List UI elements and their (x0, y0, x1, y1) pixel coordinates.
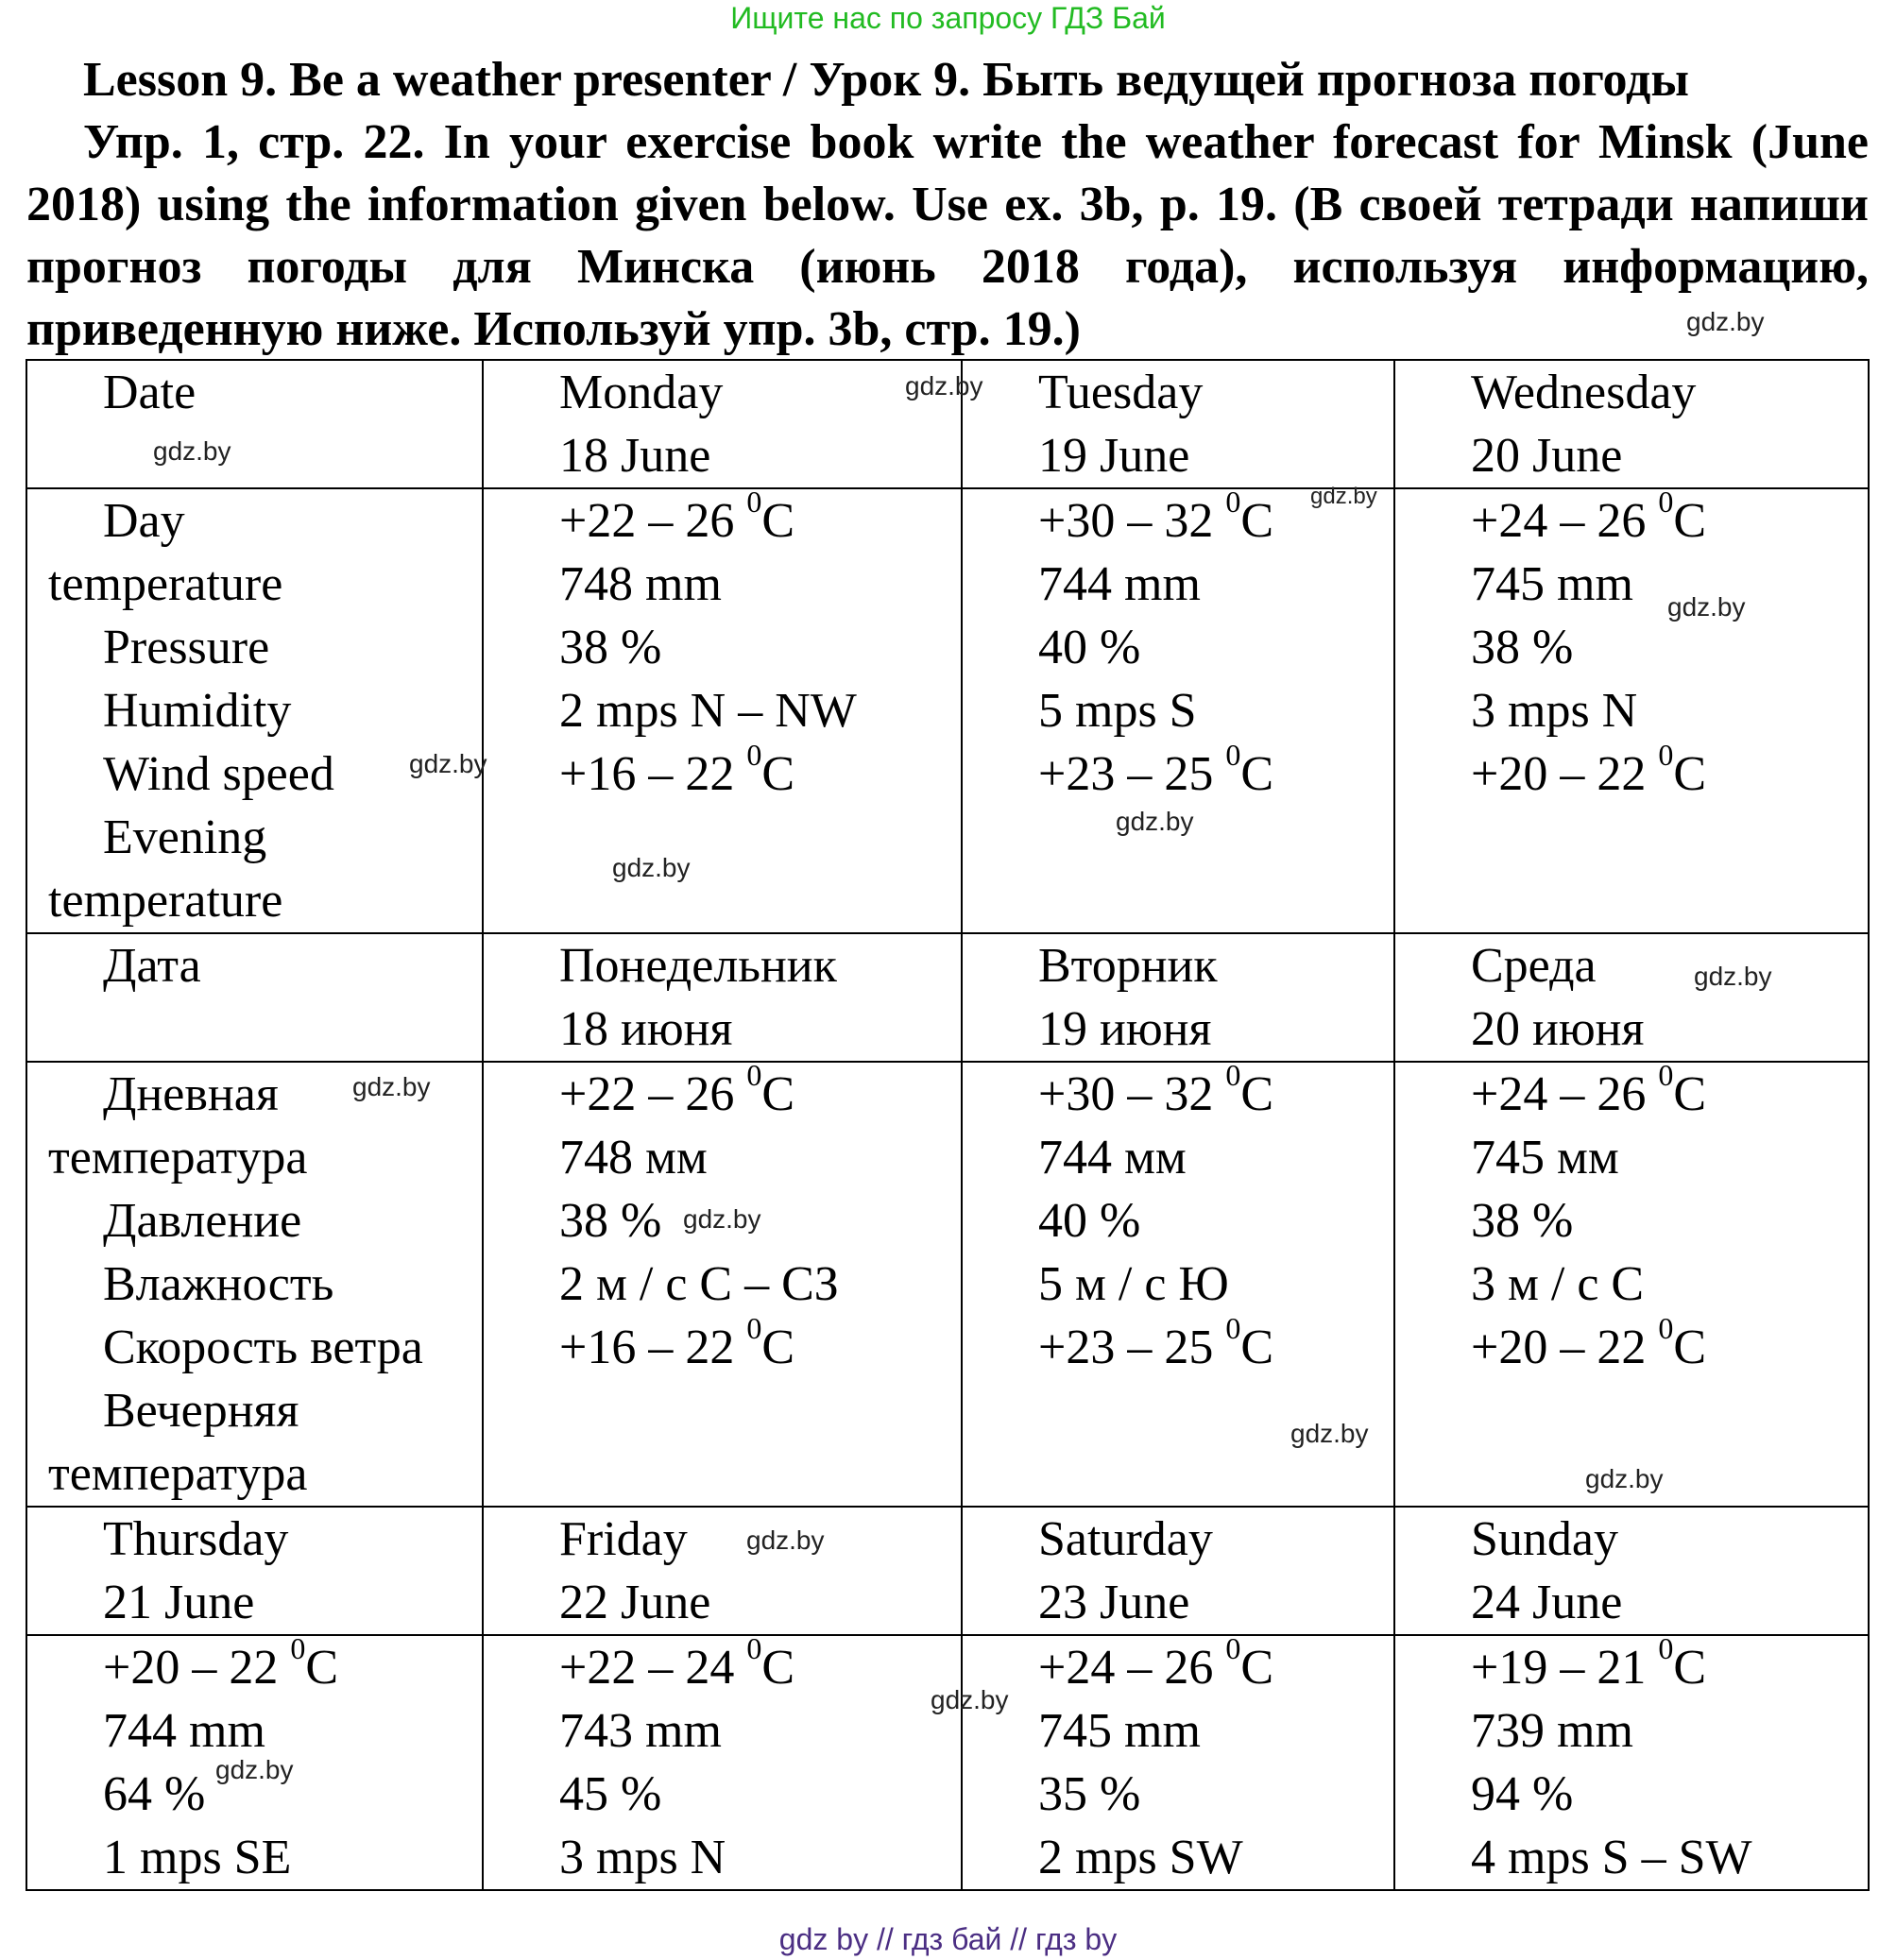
table-row (26, 1507, 1869, 1635)
watermark: gdz.by (1667, 592, 1746, 622)
row-label-cell (26, 933, 483, 1062)
watermark: gdz.by (931, 1685, 1009, 1714)
humidity-value: 64 % (103, 1767, 206, 1821)
day-name: Понедельник (559, 939, 837, 993)
pressure-value: 743 mm (559, 1704, 722, 1758)
label-line: Скорость ветра (103, 1321, 423, 1374)
wind-value: 3 mps N (1471, 684, 1638, 738)
humidity-value: 38 % (559, 1194, 662, 1248)
pressure-value: 744 мм (1038, 1131, 1187, 1185)
day-name: Saturday (1038, 1512, 1213, 1566)
wind-value: 2 м / с С – СЗ (559, 1257, 839, 1311)
evening-temperature: +23 – 25 $^0$C (1038, 1311, 1274, 1374)
day-cell (26, 1507, 483, 1635)
wind-value: 4 mps S – SW (1471, 1831, 1752, 1884)
day-temperature: +24 – 26 $^0$C (1471, 485, 1707, 548)
evening-temperature: +20 – 22 $^0$C (1471, 738, 1707, 801)
day-cell (962, 1507, 1394, 1635)
wind-value: 2 mps N – NW (559, 684, 857, 738)
day-date: 22 June (559, 1576, 711, 1629)
day-cell (483, 360, 962, 488)
watermark: gdz.by (1686, 307, 1765, 336)
pressure-value: 748 мм (559, 1131, 708, 1185)
table-row (26, 1635, 1869, 1890)
day-date: 18 June (559, 429, 711, 483)
date-label: Date (103, 366, 196, 419)
day-temperature: +20 – 22 $^0$C (103, 1631, 339, 1695)
day-date: 19 June (1038, 429, 1190, 483)
day-temperature: +22 – 24 $^0$C (559, 1631, 795, 1695)
table-row (26, 933, 1869, 1062)
day-cell (1394, 1507, 1869, 1635)
lesson-header (26, 49, 1869, 361)
watermark: gdz.by (409, 749, 487, 778)
day-temperature: +19 – 21 $^0$C (1471, 1631, 1707, 1695)
day-date: 18 июня (559, 1002, 733, 1056)
day-name: Friday (559, 1512, 688, 1566)
wind-value: 1 mps SE (103, 1831, 292, 1884)
evening-temperature: +20 – 22 $^0$C (1471, 1311, 1707, 1374)
day-cell (962, 360, 1394, 488)
day-name: Wednesday (1471, 366, 1697, 419)
label-line: Давление (103, 1194, 302, 1248)
label-line: Вечерняя (103, 1384, 299, 1438)
watermark: gdz.by (1310, 484, 1377, 509)
day-temperature: +30 – 32 $^0$C (1038, 485, 1274, 548)
watermark: gdz.by (215, 1755, 294, 1784)
value-cell (962, 485, 1394, 933)
day-cell (483, 1507, 962, 1635)
label-line: Day (103, 494, 185, 548)
day-date: 20 June (1471, 429, 1623, 483)
humidity-value: 40 % (1038, 621, 1141, 674)
row-label-cell (26, 360, 483, 488)
value-cell (1394, 1058, 1869, 1507)
humidity-value: 38 % (559, 621, 662, 674)
day-temperature: +22 – 26 $^0$C (559, 1058, 795, 1121)
table-row (26, 488, 1869, 933)
label-line: Wind speed (103, 747, 334, 801)
day-cell (483, 933, 962, 1062)
label-line: temperature (48, 874, 283, 928)
watermark: gdz.by (683, 1204, 761, 1234)
day-date: 24 June (1471, 1576, 1623, 1629)
day-cell (1394, 360, 1869, 488)
watermark: gdz.by (1585, 1464, 1664, 1493)
wind-value: 2 mps SW (1038, 1831, 1243, 1884)
day-name: Среда (1471, 939, 1597, 993)
label-line: Humidity (103, 684, 292, 738)
pressure-value: 739 mm (1471, 1704, 1633, 1758)
evening-temperature: +16 – 22 $^0$C (559, 738, 795, 801)
wind-value: 5 м / с Ю (1038, 1257, 1229, 1311)
watermark: gdz.by (1694, 962, 1772, 991)
value-cell (483, 1631, 962, 1890)
day-date: 19 июня (1038, 1002, 1212, 1056)
label-line: Evening (103, 810, 267, 864)
watermark: gdz.by (746, 1525, 825, 1555)
lesson-title: Lesson 9. Be a weather presenter / Урок 9. Быть ведущей прогноза погоды (83, 53, 1689, 107)
value-cell (962, 1631, 1394, 1890)
pressure-value: 745 mm (1471, 557, 1633, 611)
value-cell (483, 1058, 962, 1507)
pressure-value: 745 mm (1038, 1704, 1201, 1758)
label-line: температура (48, 1447, 308, 1501)
evening-temperature: +23 – 25 $^0$C (1038, 738, 1274, 801)
date-label: Дата (103, 939, 201, 993)
value-cell (1394, 1631, 1869, 1890)
watermark: gdz.by (1290, 1419, 1369, 1448)
humidity-value: 40 % (1038, 1194, 1141, 1248)
wind-value: 3 м / с С (1471, 1257, 1645, 1311)
exercise-task: Упр. 1, стр. 22. In your exercise book write the weather forecast for Minsk (June 2018) using the information given below. Use ex. 3b, p. 19. (В своей тетради напиши прогноз погоды для Минска (июнь 2018 года), используя информацию, приведенную ниже. Используй упр. 3b, стр. 19.) (26, 115, 1869, 356)
label-line: Pressure (103, 621, 270, 674)
watermark: gdz.by (905, 371, 983, 401)
day-temperature: +30 – 32 $^0$C (1038, 1058, 1274, 1121)
label-line: температура (48, 1131, 308, 1185)
day-temperature: +24 – 26 $^0$C (1471, 1058, 1707, 1121)
day-date: 21 June (103, 1576, 255, 1629)
value-cell (483, 485, 962, 933)
search-banner[interactable]: Ищите нас по запросу ГДЗ Бай (730, 1, 1166, 35)
day-temperature: +22 – 26 $^0$C (559, 485, 795, 548)
day-date: 20 июня (1471, 1002, 1645, 1056)
row-label-cell (26, 1062, 483, 1507)
watermark: gdz.by (612, 853, 691, 882)
footer-links[interactable]: gdz by // гдз бай // гдз by (778, 1922, 1118, 1956)
day-temperature: +24 – 26 $^0$C (1038, 1631, 1274, 1695)
pressure-value: 748 mm (559, 557, 722, 611)
day-name: Monday (559, 366, 724, 419)
wind-value: 5 mps S (1038, 684, 1197, 738)
day-name: Sunday (1471, 1512, 1618, 1566)
label-line: Дневная (103, 1067, 279, 1121)
pressure-value: 744 mm (1038, 557, 1201, 611)
day-name: Tuesday (1038, 366, 1204, 419)
watermark: gdz.by (352, 1072, 431, 1101)
table-row (26, 1062, 1869, 1507)
humidity-value: 38 % (1471, 1194, 1574, 1248)
label-line: temperature (48, 557, 283, 611)
humidity-value: 45 % (559, 1767, 662, 1821)
day-cell (962, 933, 1394, 1062)
day-name: Вторник (1038, 939, 1218, 993)
evening-temperature: +16 – 22 $^0$C (559, 1311, 795, 1374)
day-cell (1394, 933, 1869, 1062)
row-label-cell (26, 488, 483, 933)
pressure-value: 744 mm (103, 1704, 265, 1758)
watermark: gdz.by (153, 436, 231, 466)
humidity-value: 94 % (1471, 1767, 1574, 1821)
day-date: 23 June (1038, 1576, 1190, 1629)
label-line: Влажность (103, 1257, 334, 1311)
weather-table (26, 359, 1870, 1891)
humidity-value: 38 % (1471, 621, 1574, 674)
pressure-value: 745 мм (1471, 1131, 1619, 1185)
humidity-value: 35 % (1038, 1767, 1141, 1821)
day-name: Thursday (103, 1512, 289, 1566)
wind-value: 3 mps N (559, 1831, 726, 1884)
value-cell (1394, 485, 1869, 933)
watermark: gdz.by (1116, 807, 1194, 836)
